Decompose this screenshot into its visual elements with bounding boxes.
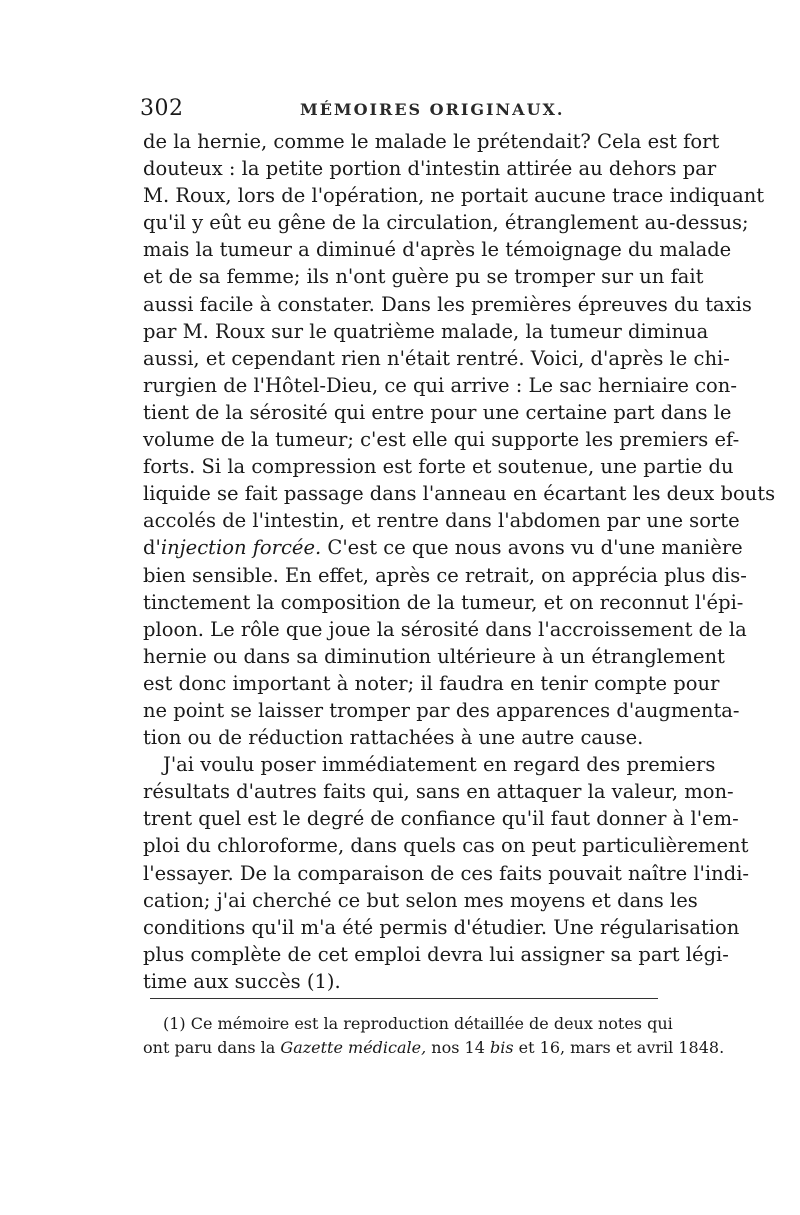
italic-fragment: bis bbox=[489, 1038, 514, 1057]
page-header bbox=[140, 96, 670, 122]
text-line: douteux : la petite portion d'intestin attirée au dehors par bbox=[143, 157, 717, 181]
text-line: résultats d'autres faits qui, sans en attaquer la valeur, mon- bbox=[143, 780, 734, 804]
text-line: par M. Roux sur le quatrième malade, la tumeur diminua bbox=[143, 319, 709, 343]
running-head: MÉMOIRES ORIGINAUX. bbox=[300, 100, 565, 119]
text-line: accolés de l'intestin, et rentre dans l'abdomen par une sorte bbox=[143, 509, 740, 533]
text-line: l'essayer. De la comparaison de ces faits pouvait naître l'indi- bbox=[143, 861, 750, 885]
footnote-line bbox=[143, 1036, 725, 1060]
text-fragment: nos 14 bbox=[426, 1038, 490, 1057]
paragraph-last-line: tion ou de réduction rattachées à une autre cause. bbox=[143, 726, 644, 750]
text-line: conditions qu'il m'a été permis d'étudier. Une régularisation bbox=[143, 915, 740, 939]
text-line: bien sensible. En effet, après ce retrait, on apprécia plus dis- bbox=[143, 563, 747, 587]
italic-phrase: injection forcée. bbox=[160, 536, 322, 560]
text-line: plus complète de cet emploi devra lui assigner sa part légi- bbox=[143, 942, 729, 966]
text-line: ne point se laisser tromper par des apparences d'augmenta- bbox=[143, 698, 740, 722]
page-number: 302 bbox=[140, 96, 184, 121]
paragraph-first-line: J'ai voulu poser immédiatement en regard des premiers bbox=[163, 753, 716, 777]
text-line: hernie ou dans sa diminution ultérieure à un étranglement bbox=[143, 644, 725, 668]
text-line: aussi, et cependant rien n'était rentré. Voici, d'après le chi- bbox=[143, 346, 730, 370]
text-line: tinctement la composition de la tumeur, et on reconnut l'épi- bbox=[143, 590, 744, 614]
text-line: liquide se fait passage dans l'anneau en écartant les deux bouts bbox=[143, 482, 776, 506]
footnote bbox=[143, 1012, 725, 1060]
paragraph-last-line: time aux succès (1). bbox=[143, 969, 341, 993]
footnote-divider bbox=[150, 998, 658, 999]
text-line: rurgien de l'Hôtel-Dieu, ce qui arrive : Le sac herniaire con- bbox=[143, 373, 737, 397]
text-line: ploon. Le rôle que joue la sérosité dans l'accroissement de la bbox=[143, 617, 747, 641]
text-line: M. Roux, lors de l'opération, ne portait aucune trace indiquant bbox=[143, 184, 765, 208]
text-fragment: d' bbox=[143, 536, 161, 560]
text-line: ploi du chloroforme, dans quels cas on peut particulièrement bbox=[143, 834, 749, 858]
text-line: tient de la sérosité qui entre pour une certaine part dans le bbox=[143, 400, 732, 424]
text-line: de la hernie, comme le malade le prétendait? Cela est fort bbox=[143, 130, 720, 153]
text-line: mais la tumeur a diminué d'après le témoignage du malade bbox=[143, 238, 732, 262]
text-line: trent quel est le degré de confiance qu'il faut donner à l'em- bbox=[143, 807, 739, 831]
text-line-with-italic bbox=[143, 534, 743, 561]
text-fragment: C'est ce que nous avons vu d'une manière bbox=[321, 536, 743, 560]
body-text bbox=[143, 128, 776, 995]
text-fragment: ont paru dans la bbox=[143, 1038, 281, 1057]
text-line: cation; j'ai cherché ce but selon mes moyens et dans les bbox=[143, 888, 698, 912]
text-line: aussi facile à constater. Dans les premières épreuves du taxis bbox=[143, 292, 752, 316]
footnote-line: (1) Ce mémoire est la reproduction détaillée de deux notes qui bbox=[163, 1014, 673, 1033]
text-line: qu'il y eût eu gêne de la circulation, étranglement au-dessus; bbox=[143, 211, 749, 235]
text-fragment: et 16, mars et avril 1848. bbox=[513, 1038, 725, 1057]
text-line: est donc important à noter; il faudra en tenir compte pour bbox=[143, 671, 720, 695]
text-line: et de sa femme; ils n'ont guère pu se tromper sur un fait bbox=[143, 265, 704, 289]
text-line: volume de la tumeur; c'est elle qui supporte les premiers ef- bbox=[143, 428, 740, 452]
text-line: forts. Si la compression est forte et soutenue, une partie du bbox=[143, 455, 734, 479]
journal-title: Gazette médicale, bbox=[280, 1038, 427, 1057]
